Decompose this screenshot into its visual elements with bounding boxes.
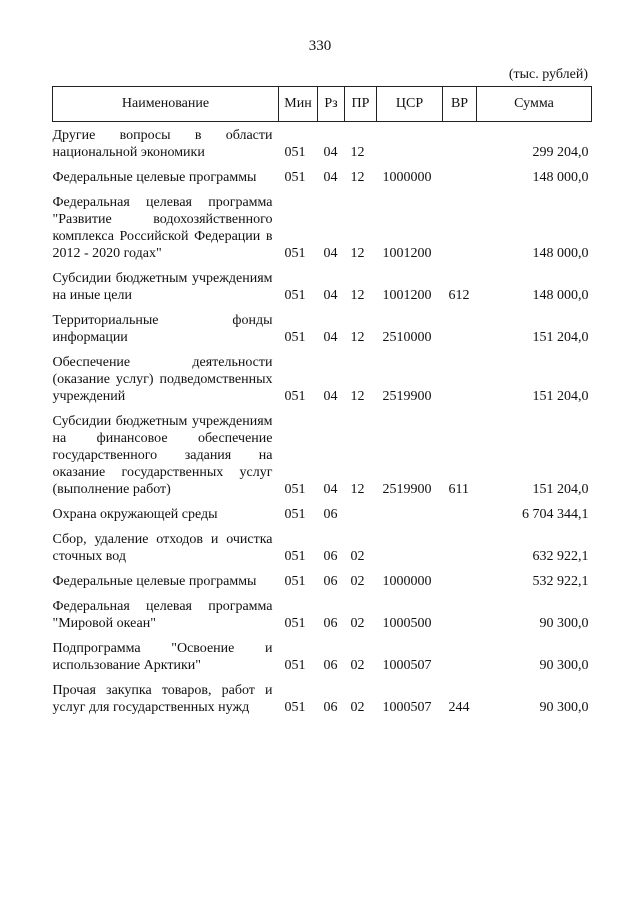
- cell-vr: [443, 635, 477, 677]
- cell-rz: 04: [323, 482, 338, 497]
- cell-sum: 90 300,0: [539, 658, 589, 673]
- cell-rz: 04: [323, 145, 338, 160]
- cell-vr: [443, 501, 477, 526]
- cell-min: 051: [284, 330, 306, 345]
- cell-sum: 299 204,0: [532, 145, 589, 160]
- cell-sum: 151 204,0: [532, 482, 589, 497]
- cell-csr: 1000500: [382, 616, 432, 631]
- table-row: [53, 593, 592, 635]
- cell-rz: 04: [323, 330, 338, 345]
- cell-rz: 06: [323, 700, 338, 715]
- cell-pr: 12: [350, 145, 365, 160]
- header-vr: ВР: [443, 87, 477, 122]
- cell-vr: 612: [448, 288, 470, 303]
- cell-name: Федеральная целевая программа "Мировой океан": [52, 599, 273, 631]
- cell-min: 051: [284, 700, 306, 715]
- cell-min: 051: [284, 246, 306, 261]
- cell-sum: 151 204,0: [532, 389, 589, 404]
- cell-csr: 1001200: [382, 288, 432, 303]
- header-csr: ЦСР: [377, 87, 443, 122]
- page-number: 330: [308, 38, 332, 54]
- cell-csr: 1000507: [382, 658, 432, 673]
- table-row: [53, 677, 592, 719]
- cell-vr: [443, 526, 477, 568]
- cell-min: 051: [284, 507, 306, 522]
- cell-vr: [443, 189, 477, 265]
- cell-rz: 06: [323, 507, 338, 522]
- cell-min: 051: [284, 574, 306, 589]
- cell-name: Территориальные фонды информации: [52, 313, 273, 345]
- header-name: Наименование: [53, 87, 279, 122]
- cell-min: 051: [284, 658, 306, 673]
- cell-min: 051: [284, 616, 306, 631]
- cell-rz: 04: [323, 246, 338, 261]
- cell-name: Подпрограмма "Освоение и использование Арктики": [52, 641, 273, 673]
- cell-rz: 06: [323, 574, 338, 589]
- cell-csr: 2519900: [382, 482, 432, 497]
- cell-pr: 12: [350, 170, 365, 185]
- cell-csr: 1000000: [382, 170, 432, 185]
- cell-name: Субсидии бюджетным учреждениям на финансовое обеспечение государственного задания на оказание государственных услуг (выполнение работ): [52, 414, 273, 497]
- header-row: [53, 87, 592, 122]
- cell-name: Охрана окружающей среды: [52, 507, 218, 522]
- cell-name: Прочая закупка товаров, работ и услуг для государственных нужд: [52, 683, 273, 715]
- cell-vr: 244: [448, 700, 470, 715]
- cell-csr: 2510000: [382, 330, 432, 345]
- units-label: (тыс. рублей): [508, 67, 588, 82]
- table-row: [53, 307, 592, 349]
- cell-rz: 06: [323, 616, 338, 631]
- cell-name: Другие вопросы в области национальной экономики: [52, 128, 273, 160]
- cell-sum: 532 922,1: [532, 574, 589, 589]
- cell-rz: 04: [323, 170, 338, 185]
- cell-csr: 1000000: [382, 574, 432, 589]
- cell-pr: 02: [350, 700, 365, 715]
- table-row: [53, 501, 592, 526]
- cell-rz: 04: [323, 389, 338, 404]
- cell-pr: 02: [350, 549, 365, 564]
- cell-pr: [345, 501, 377, 526]
- cell-vr: [443, 349, 477, 408]
- cell-rz: 06: [323, 658, 338, 673]
- cell-csr: [377, 526, 443, 568]
- header-rz: Рз: [318, 87, 345, 122]
- header-pr: ПР: [345, 87, 377, 122]
- cell-name: Субсидии бюджетным учреждениям на иные цели: [52, 271, 273, 303]
- budget-table: [52, 86, 592, 719]
- cell-pr: 12: [350, 330, 365, 345]
- table-row: [53, 349, 592, 408]
- cell-csr: 1001200: [382, 246, 432, 261]
- cell-min: 051: [284, 482, 306, 497]
- header-sum: Сумма: [477, 87, 592, 122]
- cell-pr: 02: [350, 616, 365, 631]
- cell-pr: 12: [350, 288, 365, 303]
- cell-min: 051: [284, 288, 306, 303]
- cell-pr: 12: [350, 482, 365, 497]
- cell-sum: 151 204,0: [532, 330, 589, 345]
- table-row: [53, 189, 592, 265]
- cell-min: 051: [284, 145, 306, 160]
- cell-name: Сбор, удаление отходов и очистка сточных вод: [52, 532, 273, 564]
- cell-pr: 12: [350, 246, 365, 261]
- cell-sum: 632 922,1: [532, 549, 589, 564]
- cell-min: 051: [284, 170, 306, 185]
- cell-vr: [443, 568, 477, 593]
- cell-rz: 06: [323, 549, 338, 564]
- cell-min: 051: [284, 549, 306, 564]
- cell-pr: 12: [350, 389, 365, 404]
- cell-sum: 148 000,0: [532, 288, 589, 303]
- table-row: [53, 568, 592, 593]
- cell-name: Федеральные целевые программы: [52, 170, 257, 185]
- cell-rz: 04: [323, 288, 338, 303]
- cell-sum: 148 000,0: [532, 170, 589, 185]
- cell-csr: 2519900: [382, 389, 432, 404]
- table-row: [53, 164, 592, 189]
- cell-name: Обеспечение деятельности (оказание услуг) подведомственных учреждений: [52, 355, 273, 404]
- cell-name: Федеральные целевые программы: [52, 574, 257, 589]
- cell-vr: [443, 593, 477, 635]
- table-row: [53, 265, 592, 307]
- cell-name: Федеральная целевая программа "Развитие водохозяйственного комплекса Российской Федерации в 2012 - 2020 годах": [52, 195, 273, 261]
- header-min: Мин: [279, 87, 318, 122]
- cell-sum: 6 704 344,1: [522, 507, 589, 522]
- cell-sum: 148 000,0: [532, 246, 589, 261]
- cell-pr: 02: [350, 658, 365, 673]
- table-row: [53, 526, 592, 568]
- table-row: [53, 408, 592, 501]
- cell-vr: [443, 122, 477, 165]
- cell-sum: 90 300,0: [539, 616, 589, 631]
- cell-csr: [377, 501, 443, 526]
- cell-csr: 1000507: [382, 700, 432, 715]
- cell-vr: [443, 307, 477, 349]
- cell-min: 051: [284, 389, 306, 404]
- cell-vr: 611: [448, 482, 469, 497]
- cell-csr: [377, 122, 443, 165]
- table-row: [53, 122, 592, 165]
- cell-sum: 90 300,0: [539, 700, 589, 715]
- cell-vr: [443, 164, 477, 189]
- cell-pr: 02: [350, 574, 365, 589]
- table-row: [53, 635, 592, 677]
